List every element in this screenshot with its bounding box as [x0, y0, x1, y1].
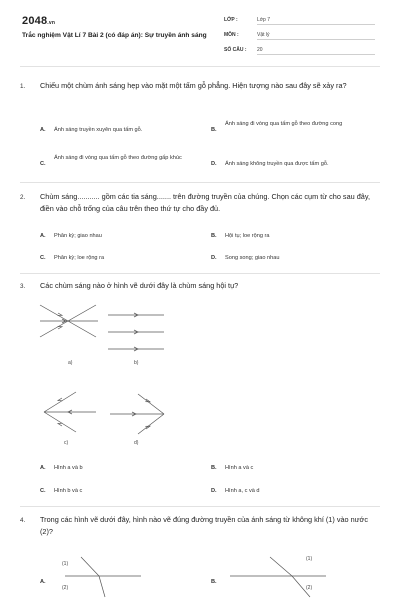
question-2-text: Chùm sáng........... gồm các tia sáng....... trên đường truyền của chúng. Chọn các cụm từ cho sau đây, điền vào chỗ trống của câu trên theo thứ tự cho đầy đủ. [40, 192, 370, 213]
figure-4b-refraction [230, 553, 330, 600]
figure-3d-beam [108, 394, 168, 434]
option-letter: C. [40, 488, 46, 494]
question-divider [20, 506, 380, 507]
option-text: Ánh sáng đi vòng qua tấm gỗ theo đường gấp khúc [54, 155, 182, 161]
page-title: Trắc nghiệm Vật Lí 7 Bài 2 (có đáp án): Sự truyền ánh sáng [22, 32, 207, 39]
socau-value: 20 [257, 47, 375, 55]
option-letter: A. [40, 579, 46, 585]
option-text: Song song; giao nhau [225, 255, 280, 261]
figure-4b-label-air: (1) [306, 556, 313, 562]
question-3-number: 3. [20, 283, 26, 290]
question-divider [20, 273, 380, 274]
option-letter: A. [40, 127, 46, 133]
option-text: Phân kỳ; loe rộng ra [54, 255, 105, 261]
option-letter: D. [211, 161, 217, 167]
option-letter: B. [211, 465, 217, 471]
option-letter: C. [40, 255, 46, 261]
option-text: Hình a, c và d [225, 488, 260, 494]
option-text: Hội tụ; loe rộng ra [225, 233, 270, 239]
option-text: Phân kỳ; giao nhau [54, 233, 102, 239]
option-letter: A. [40, 465, 46, 471]
logo-main: 2048 [22, 15, 48, 27]
question-4-text: Trong các hình vẽ dưới đây, hình nào vẽ đúng đường truyền của ánh sáng từ không khí (1) vào nước (2)? [40, 515, 368, 536]
option-letter: B. [211, 127, 217, 133]
header-divider [20, 66, 380, 67]
socau-label: SỐ CÂU : [224, 47, 247, 53]
option-letter: B. [211, 579, 217, 585]
option-letter: C. [40, 161, 46, 167]
figure-3b-label: b) [134, 360, 139, 366]
option-text: Hình b và c [54, 488, 83, 494]
option-text: Ánh sáng đi vòng qua tấm gỗ theo đường cong [225, 121, 343, 127]
option-text: Ánh sáng không truyền qua được tấm gỗ. [225, 161, 329, 167]
lop-value: Lớp 7 [257, 17, 375, 25]
mon-value: Vật lý [257, 32, 375, 40]
figure-4a-label-air: (1) [62, 561, 69, 567]
option-letter: D. [211, 488, 217, 494]
figure-4a-label-water: (2) [62, 585, 69, 591]
question-3-text: Các chùm sáng nào ở hình vẽ dưới đây là chùm sáng hội tụ? [40, 281, 239, 290]
figure-3d-label: d) [134, 440, 139, 446]
figure-3b-parallel-beam [108, 312, 168, 352]
option-letter: D. [211, 255, 217, 261]
question-4-number: 4. [20, 517, 26, 524]
lop-label: LỚP : [224, 17, 238, 23]
mon-label: MÔN : [224, 32, 239, 38]
option-text: Hình a và b [54, 465, 83, 471]
figure-3a-converging-beam [40, 305, 100, 345]
option-letter: A. [40, 233, 46, 239]
figure-4a-refraction [55, 553, 145, 600]
logo-suffix: .vn [47, 20, 56, 26]
option-text: Hình a và c [225, 465, 254, 471]
question-divider [20, 182, 380, 183]
figure-3a-label: a) [68, 360, 73, 366]
figure-4b-label-water: (2) [306, 585, 313, 591]
option-letter: B. [211, 233, 217, 239]
question-2-number: 2. [20, 194, 26, 201]
figure-3c-beam [40, 392, 100, 432]
question-1-text: Chiếu một chùm ánh sáng hẹp vào mặt một tấm gỗ phẳng. Hiện tượng nào sau đây sẽ xảy ra? [40, 81, 347, 90]
figure-3c-label: c) [64, 440, 69, 446]
question-1-number: 1. [20, 83, 26, 90]
option-text: Ánh sáng truyền xuyên qua tấm gỗ. [54, 127, 143, 133]
site-logo[interactable] [22, 15, 55, 27]
